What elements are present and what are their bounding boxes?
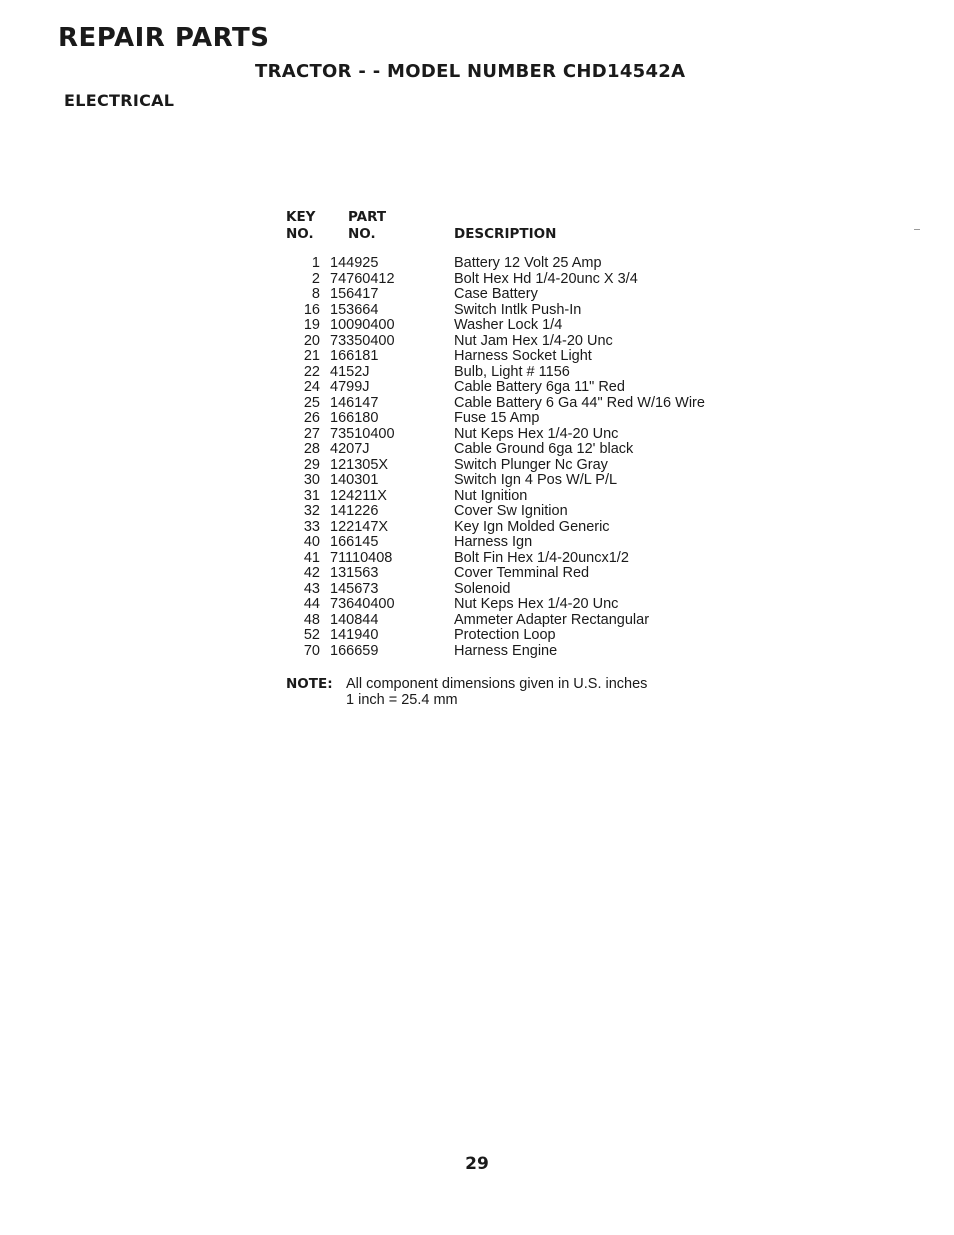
key-number: 44 <box>303 596 320 612</box>
part-description: Bulb, Light # 1156 <box>454 363 570 380</box>
parts-table <box>286 209 705 659</box>
header-row-top <box>286 209 705 226</box>
key-number: 27 <box>303 425 320 442</box>
key-number: 31 <box>303 487 320 504</box>
part-description: Cable Battery 6ga 11" Red <box>454 379 625 395</box>
part-description: Protection Loop <box>454 627 556 643</box>
key-number: 52 <box>303 627 320 643</box>
key-number: 32 <box>303 503 320 519</box>
note-label: NOTE: <box>286 676 333 692</box>
part-number: 121305X <box>330 456 389 473</box>
part-number: 4152J <box>330 363 370 380</box>
key-number: 26 <box>303 410 320 426</box>
part-header-bottom: NO. <box>348 226 376 242</box>
part-number: 156417 <box>330 286 379 302</box>
part-number: 131563 <box>330 565 379 581</box>
part-number: 140301 <box>330 472 379 488</box>
part-description: Case Battery <box>454 286 538 302</box>
part-number: 4207J <box>330 441 370 457</box>
part-number: 73510400 <box>330 425 395 442</box>
table-row <box>286 597 705 613</box>
table-row <box>286 613 705 629</box>
table-row <box>286 334 705 350</box>
key-number: 1 <box>311 255 320 271</box>
part-number: 73350400 <box>330 332 395 349</box>
key-number: 70 <box>303 642 320 659</box>
part-description: Cover Sw Ignition <box>454 503 568 519</box>
part-description: Battery 12 Volt 25 Amp <box>454 255 602 271</box>
table-row <box>286 473 705 489</box>
table-row <box>286 272 705 288</box>
scan-speck <box>914 229 920 230</box>
table-row <box>286 287 705 303</box>
key-number: 43 <box>303 580 320 597</box>
part-description: Cable Ground 6ga 12' black <box>454 441 634 457</box>
part-description: Ammeter Adapter Rectangular <box>454 611 650 628</box>
part-number: 124211X <box>330 487 387 504</box>
section-heading: ELECTRICAL <box>64 91 175 110</box>
part-description: Harness Socket Light <box>454 348 592 364</box>
note-block <box>286 676 647 708</box>
key-number: 22 <box>303 363 320 380</box>
key-header-bottom: NO. <box>286 226 314 242</box>
part-description: Nut Keps Hex 1/4-20 Unc <box>454 596 619 612</box>
part-number: 4799J <box>330 379 370 395</box>
table-row <box>286 396 705 412</box>
part-number: 146147 <box>330 394 379 411</box>
part-description: Cover Temminal Red <box>454 565 590 581</box>
part-number: 166180 <box>330 410 379 426</box>
key-number: 40 <box>303 534 320 550</box>
part-description: Harness Ign <box>454 534 533 550</box>
part-number: 74760412 <box>330 270 395 287</box>
table-row <box>286 411 705 427</box>
key-number: 48 <box>303 611 320 628</box>
table-row <box>286 644 705 660</box>
table-row <box>286 628 705 644</box>
note-line-1 <box>286 676 647 692</box>
key-number: 28 <box>303 441 320 457</box>
table-row <box>286 520 705 536</box>
part-description: Nut Keps Hex 1/4-20 Unc <box>454 425 619 442</box>
part-description: Washer Lock 1/4 <box>454 317 563 333</box>
key-number: 19 <box>303 317 320 333</box>
key-number: 41 <box>303 549 320 566</box>
table-row <box>286 535 705 551</box>
table-row <box>286 318 705 334</box>
part-number: 145673 <box>330 580 379 597</box>
part-description: Switch Ign 4 Pos W/L P/L <box>454 472 618 488</box>
part-description: Cable Battery 6 Ga 44" Red W/16 Wire <box>454 394 705 411</box>
table-row <box>286 303 705 319</box>
model-heading: TRACTOR - - MODEL NUMBER CHD14542A <box>255 61 686 82</box>
key-number: 25 <box>303 394 320 411</box>
part-description: Nut Jam Hex 1/4-20 Unc <box>454 332 613 349</box>
part-header-top: PART <box>348 209 387 225</box>
table-row <box>286 380 705 396</box>
key-number: 42 <box>303 565 320 581</box>
key-header-top: KEY <box>286 209 316 225</box>
part-number: 71110408 <box>330 549 393 566</box>
parts-table-body <box>286 256 705 659</box>
page-number: 29 <box>465 1154 489 1174</box>
part-description: Harness Engine <box>454 642 558 659</box>
part-description: Bolt Hex Hd 1/4-20unc X 3/4 <box>454 270 638 287</box>
desc-header-spacer <box>436 209 705 226</box>
part-number: 140844 <box>330 611 379 628</box>
part-number: 166145 <box>330 534 379 550</box>
table-row <box>286 256 705 272</box>
part-description: Nut Ignition <box>454 487 528 504</box>
part-description: Solenoid <box>454 580 511 597</box>
table-row <box>286 427 705 443</box>
part-number: 122147X <box>330 518 389 535</box>
part-description: Switch Plunger Nc Gray <box>454 456 608 473</box>
key-number: 30 <box>303 472 320 488</box>
table-row <box>286 458 705 474</box>
key-number: 29 <box>303 456 320 473</box>
table-row <box>286 442 705 458</box>
key-number: 33 <box>303 518 320 535</box>
table-row <box>286 566 705 582</box>
desc-header: DESCRIPTION <box>454 226 557 242</box>
key-number: 8 <box>311 286 320 302</box>
table-row <box>286 365 705 381</box>
part-description: Key Ign Molded Generic <box>454 518 610 535</box>
key-number: 24 <box>303 379 320 395</box>
key-number: 16 <box>303 301 320 318</box>
part-description: Fuse 15 Amp <box>454 410 540 426</box>
table-row <box>286 504 705 520</box>
page-title: REPAIR PARTS <box>58 23 270 53</box>
part-number: 153664 <box>330 301 379 318</box>
part-number: 144925 <box>330 255 379 271</box>
parts-table-header <box>286 209 705 256</box>
key-number: 21 <box>303 348 320 364</box>
note-text: All component dimensions given in U.S. inches <box>346 676 648 692</box>
key-number: 20 <box>303 332 320 349</box>
table-row <box>286 349 705 365</box>
table-row <box>286 489 705 505</box>
header-row-bottom <box>286 226 705 243</box>
part-number: 73640400 <box>330 596 395 612</box>
part-description: Bolt Fin Hex 1/4-20uncx1/2 <box>454 549 629 566</box>
part-number: 166181 <box>330 348 379 364</box>
part-number: 10090400 <box>330 317 395 333</box>
part-number: 141940 <box>330 627 379 643</box>
key-number: 2 <box>311 270 320 287</box>
part-description: Switch Intlk Push-In <box>454 301 582 318</box>
note-line-2: 1 inch = 25.4 mm <box>346 692 458 708</box>
part-number: 141226 <box>330 503 379 519</box>
table-row <box>286 582 705 598</box>
part-number: 166659 <box>330 642 379 659</box>
table-row <box>286 551 705 567</box>
